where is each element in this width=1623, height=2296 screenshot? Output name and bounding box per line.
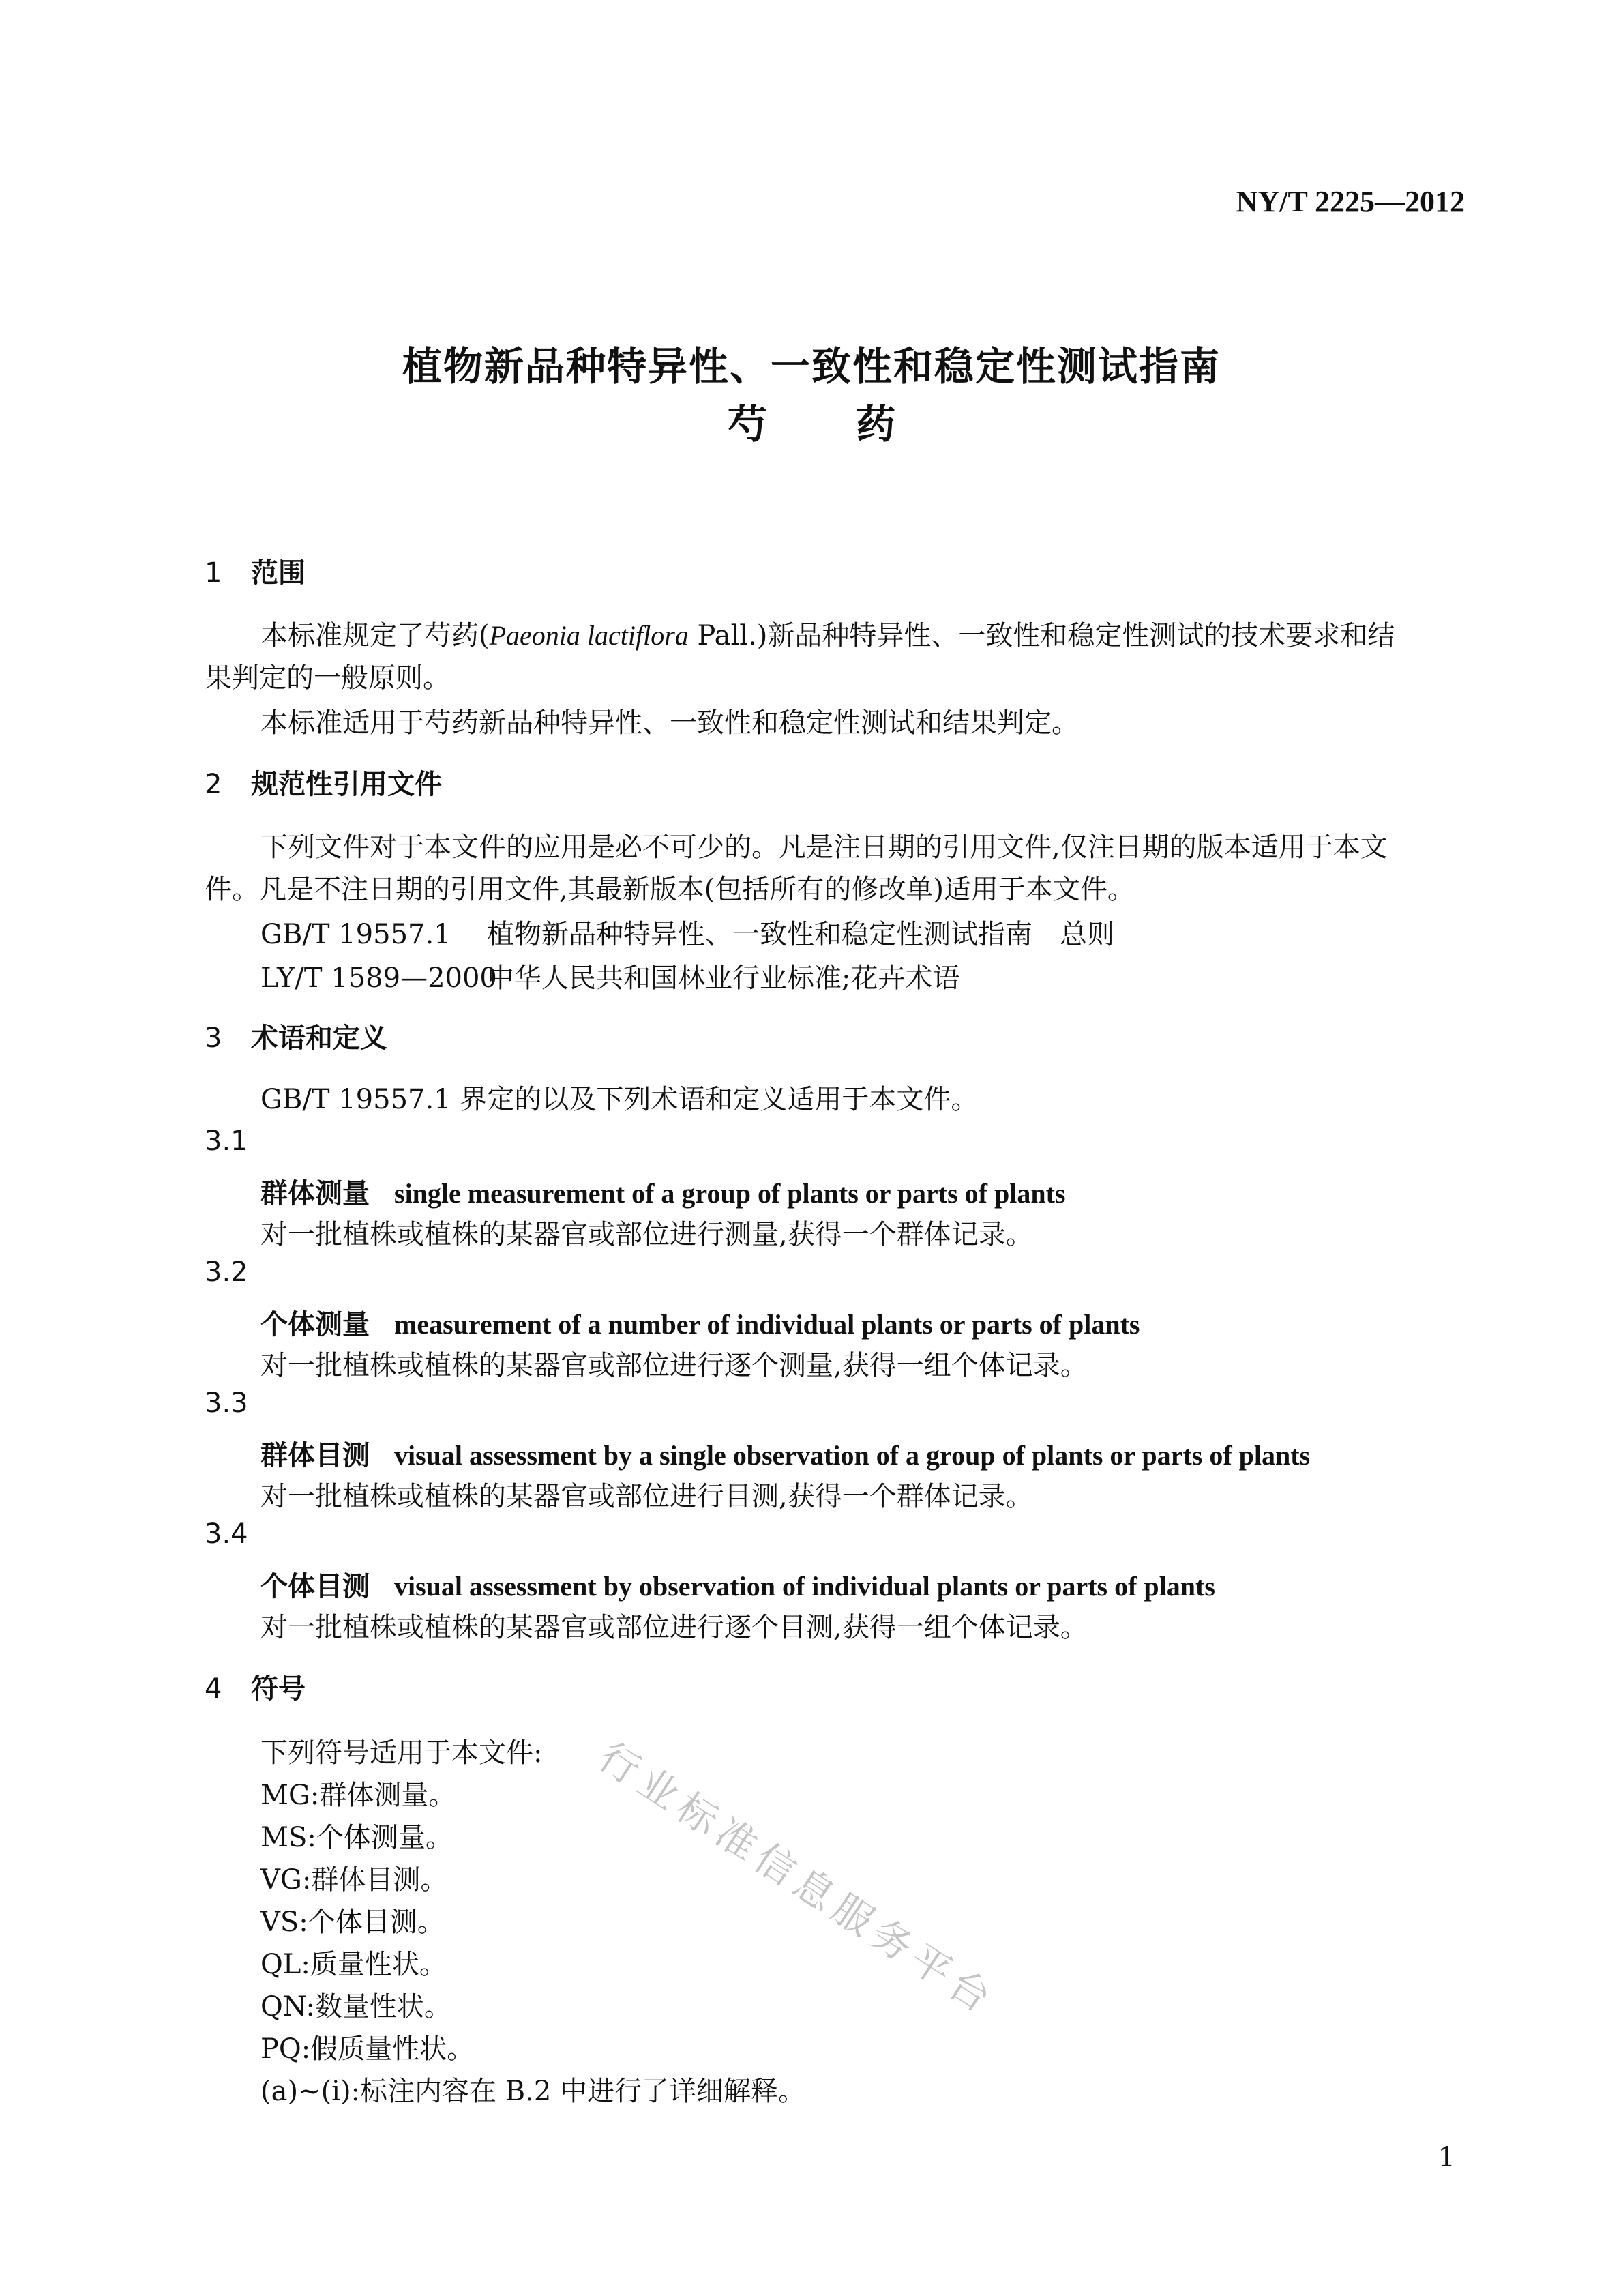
section-3-heading: 3 术语和定义 — [205, 1022, 387, 1054]
reference-1: GB/T 19557.1 植物新品种特异性、一致性和稳定性测试指南 总则 — [260, 919, 1114, 950]
section-1-paragraph-1-cont: 果判定的一般原则。 — [205, 662, 450, 694]
term-3-4-definition: 对一批植株或植株的某器官或部位进行逐个目测,获得一组个体记录。 — [260, 1612, 1088, 1643]
term-3-3-definition: 对一批植株或植株的某器官或部位进行目测,获得一个群体记录。 — [260, 1481, 1033, 1512]
term-3-4: 个体目测 visual assessment by observation of individual plants or parts of plants — [260, 1571, 1215, 1602]
reference-2: LY/T 1589—2000中华人民共和国林业行业标准;花卉术语 — [260, 962, 960, 994]
watermark: 行业标准信息服务平台 — [590, 1733, 1005, 2025]
symbol-item: MG:群体测量。 — [260, 1780, 456, 1811]
page-number: 1 — [1438, 2142, 1455, 2173]
section-1-heading: 1 范围 — [205, 557, 306, 589]
symbol-item: (a)~(i):标注内容在 B.2 中进行了详细解释。 — [260, 2076, 806, 2107]
term-3-2-number: 3.2 — [205, 1256, 248, 1288]
term-3-1-number: 3.1 — [205, 1125, 248, 1157]
symbol-item: VG:群体目测。 — [260, 1864, 448, 1896]
term-3-2: 个体测量 measurement of a number of individual plants or parts of plants — [260, 1309, 1140, 1340]
section-2-heading: 2 规范性引用文件 — [205, 769, 442, 800]
symbol-item: VS:个体目测。 — [260, 1907, 445, 1938]
symbol-item: QN:数量性状。 — [260, 1991, 451, 2022]
term-3-4-number: 3.4 — [205, 1518, 248, 1550]
document-subtitle: 芍 药 — [727, 401, 896, 447]
section-1-paragraph-1: 本标准规定了芍药(Paeonia lactiflora Pall.)新品种特异性、一致性和稳定性测试的技术要求和结 — [260, 620, 1395, 651]
section-2-paragraph-cont: 件。凡是不注日期的引用文件,其最新版本(包括所有的修改单)适用于本文件。 — [205, 874, 1135, 905]
symbol-item: QL:质量性状。 — [260, 1949, 447, 1980]
term-3-1: 群体测量 single measurement of a group of plants or parts of plants — [260, 1178, 1066, 1209]
symbol-item: PQ:假质量性状。 — [260, 2033, 475, 2065]
symbol-item: MS:个体测量。 — [260, 1822, 453, 1853]
term-3-3-number: 3.3 — [205, 1387, 248, 1419]
term-3-2-definition: 对一批植株或植株的某器官或部位进行逐个测量,获得一组个体记录。 — [260, 1350, 1088, 1381]
latin-name: Paeonia lactiflora — [489, 620, 689, 651]
term-3-1-definition: 对一批植株或植株的某器官或部位进行测量,获得一个群体记录。 — [260, 1219, 1033, 1250]
term-3-3: 群体目测 visual assessment by a single observation of a group of plants or parts of plants — [260, 1440, 1311, 1471]
section-1-paragraph-2: 本标准适用于芍药新品种特异性、一致性和稳定性测试和结果判定。 — [260, 707, 1079, 739]
section-3-intro: GB/T 19557.1 界定的以及下列术语和定义适用于本文件。 — [260, 1084, 979, 1115]
section-4-intro: 下列符号适用于本文件: — [260, 1737, 543, 1769]
document-title: 植物新品种特异性、一致性和稳定性测试指南 — [402, 343, 1221, 389]
standard-code: NY/T 2225—2012 — [1236, 185, 1465, 218]
section-2-paragraph: 下列文件对于本文件的应用是必不可少的。凡是注日期的引用文件,仅注日期的版本适用于本文 — [260, 831, 1388, 863]
section-4-heading: 4 符号 — [205, 1673, 306, 1705]
